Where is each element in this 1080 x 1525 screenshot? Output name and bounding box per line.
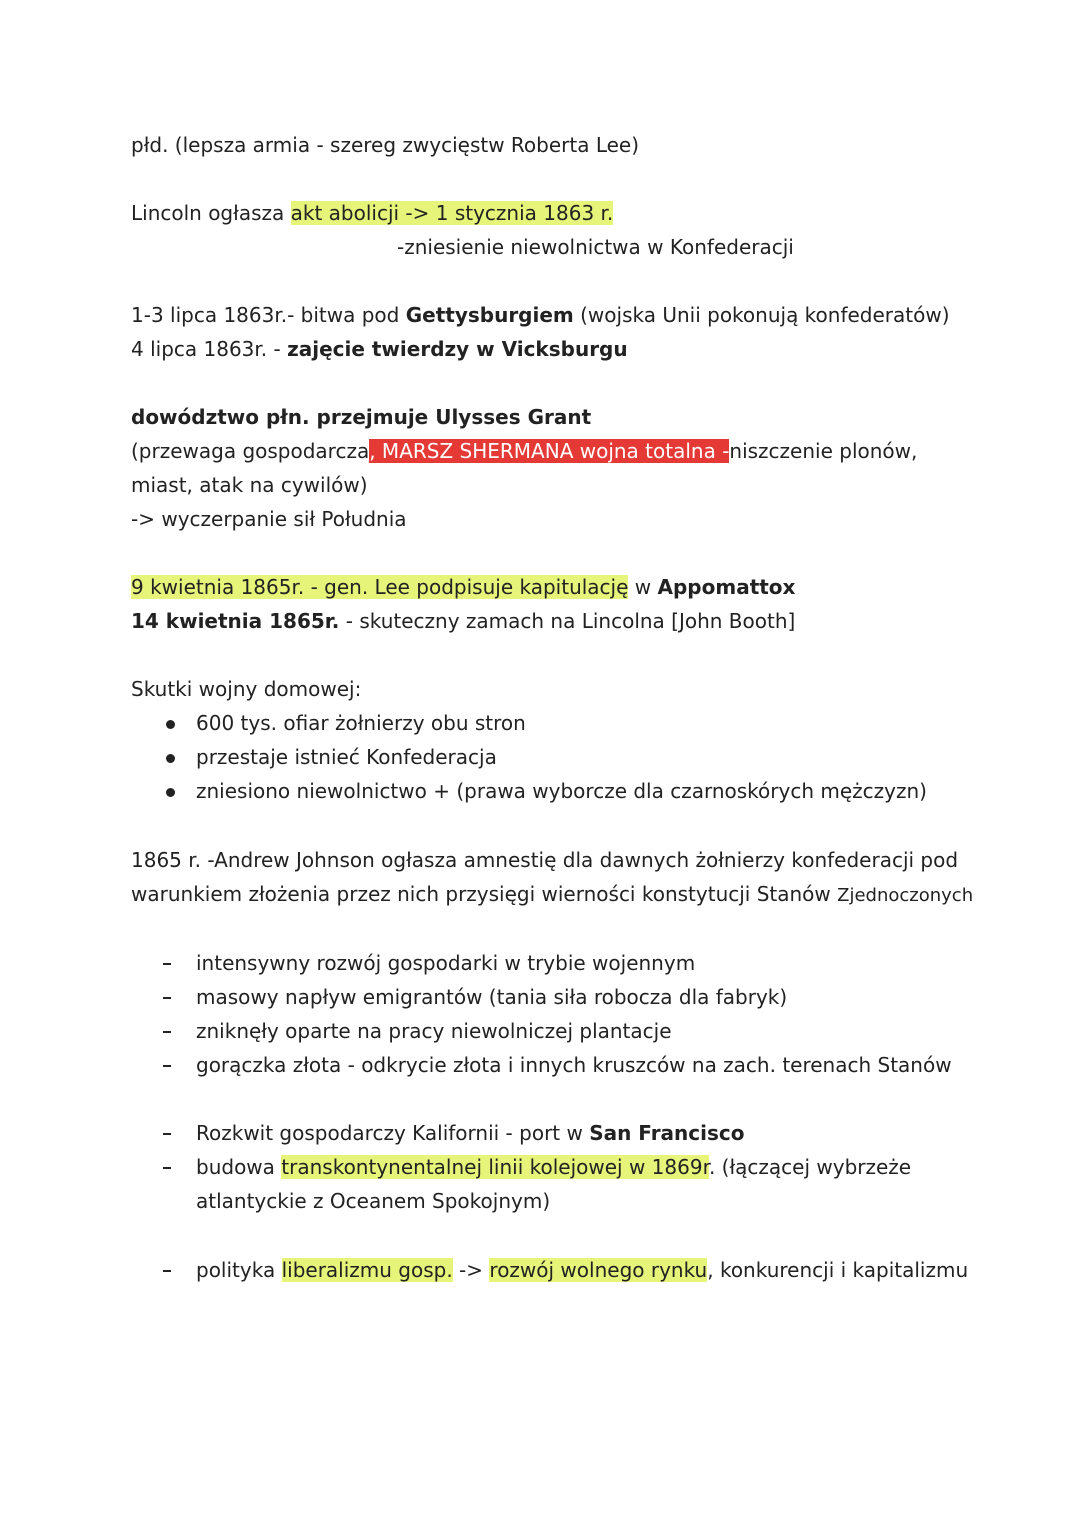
bullet-icon — [166, 788, 175, 797]
skutki-title: Skutki wojny domowej: — [131, 677, 362, 701]
list-item: zniknęły oparte na pracy niewolniczej plantacje — [196, 1019, 672, 1043]
line-appomattox: 9 kwietnia 1865r. - gen. Lee podpisuje kapitulację w Appomattox — [131, 575, 796, 599]
line-railroad: budowa transkontynentalnej linii kolejowej w 1869r. (łączącej wybrzeże — [196, 1155, 912, 1179]
line-grant: dowództwo płn. przejmuje Ulysses Grant — [131, 405, 592, 429]
line-railroad-cont: atlantyckie z Oceanem Spokojnym) — [196, 1189, 551, 1213]
dash-icon — [163, 1065, 171, 1067]
line-johnson-cont: warunkiem złożenia przez nich przysięgi wierności konstytucji Stanów Zjednoczonych — [131, 882, 974, 906]
line-johnson: 1865 r. -Andrew Johnson ogłasza amnestię dla dawnych żołnierzy konfederacji pod — [131, 848, 959, 872]
list-item: gorączka złota - odkrycie złota i innych kruszców na zach. terenach Stanów — [196, 1053, 952, 1077]
highlight-railroad: transkontynentalnej linii kolejowej w 1869r — [281, 1155, 709, 1179]
dash-icon — [163, 1133, 171, 1135]
line-assassination: 14 kwietnia 1865r. - skuteczny zamach na Lincolna [John Booth] — [131, 609, 796, 633]
line-sherman: (przewaga gospodarcza, MARSZ SHERMANA wojna totalna -niszczenie plonów, — [131, 439, 918, 463]
list-item: intensywny rozwój gospodarki w trybie wojennym — [196, 951, 696, 975]
line-exhaustion: -> wyczerpanie sił Południa — [131, 507, 407, 531]
list-item: 600 tys. ofiar żołnierzy obu stron — [196, 711, 526, 735]
list-item: masowy napływ emigrantów (tania siła robocza dla fabryk) — [196, 985, 788, 1009]
highlight-capitulation: 9 kwietnia 1865r. - gen. Lee podpisuje kapitulację — [131, 575, 629, 599]
list-item: przestaje istnieć Konfederacja — [196, 745, 497, 769]
line-gettysburg: 1-3 lipca 1863r.- bitwa pod Gettysburgiem (wojska Unii pokonują konfederatów) — [131, 303, 950, 327]
highlight-free-market: rozwój wolnego rynku — [489, 1258, 708, 1282]
line-south-army: płd. (lepsza armia - szereg zwycięstw Roberta Lee) — [131, 133, 640, 157]
dash-icon — [163, 1167, 171, 1169]
highlight-sherman: , MARSZ SHERMANA wojna totalna - — [369, 439, 730, 463]
dash-icon — [163, 1270, 171, 1272]
line-abolition-note: -zniesienie niewolnictwa w Konfederacji — [397, 235, 794, 259]
dash-icon — [163, 997, 171, 999]
line-california: Rozkwit gospodarczy Kalifornii - port w San Francisco — [196, 1121, 745, 1145]
highlight-abolition: akt abolicji -> 1 stycznia 1863 r. — [290, 201, 614, 225]
dash-icon — [163, 963, 171, 965]
dash-icon — [163, 1031, 171, 1033]
line-sherman-cont: miast, atak na cywilów) — [131, 473, 368, 497]
bullet-icon — [166, 754, 175, 763]
highlight-liberalism: liberalizmu gosp. — [281, 1258, 453, 1282]
bullet-icon — [166, 720, 175, 729]
line-vicksburg: 4 lipca 1863r. - zajęcie twierdzy w Vicksburgu — [131, 337, 628, 361]
line-abolition-act: Lincoln ogłasza akt abolicji -> 1 stycznia 1863 r. — [131, 201, 614, 225]
line-liberalism: polityka liberalizmu gosp. -> rozwój wolnego rynku, konkurencji i kapitalizmu — [196, 1258, 969, 1282]
list-item: zniesiono niewolnictwo + (prawa wyborcze dla czarnoskórych mężczyzn) — [196, 779, 927, 803]
